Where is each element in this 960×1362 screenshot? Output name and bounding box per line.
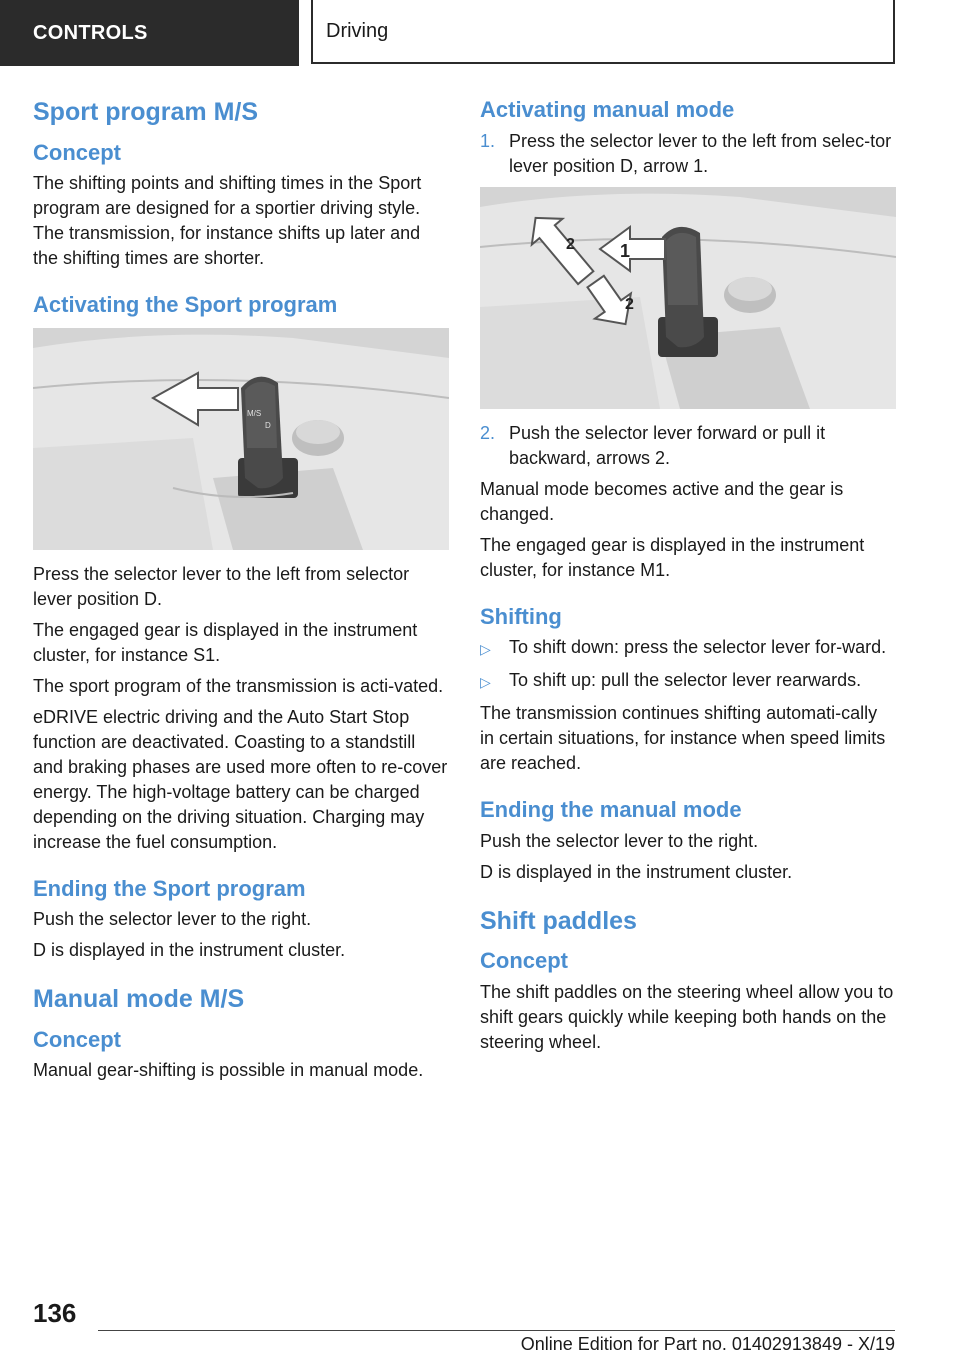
paragraph: eDRIVE electric driving and the Auto Start Stop function are deactivated. Coasting to a standstill and braking phases are used more often to re-cover energy. The high-voltage battery can be charged depending on the driving situation. Charging may increase the fuel consumption. [33, 706, 448, 852]
chapter-title: Driving [311, 0, 895, 64]
paragraph: Push the selector lever to the right. [480, 830, 759, 851]
heading-ending-sport: Ending the Sport program [33, 875, 306, 901]
paragraph: Push the selector lever to the right. [33, 909, 312, 930]
paragraph: The shifting points and shifting times in the Sport program are designed for a sportier driving style. The transmission, for instance shifts up later and the shifting times are shorter. [33, 173, 422, 269]
heading-activating-manual: Activating manual mode [480, 97, 735, 122]
page-number: 136 [33, 1298, 77, 1328]
section-tab: CONTROLS [0, 0, 299, 66]
paragraph: The sport program of the transmission is acti-vated. [33, 675, 444, 696]
lever-label-d: D [265, 420, 271, 430]
step-item [480, 421, 895, 471]
heading-concept: Concept [33, 1026, 121, 1052]
step-number: 2. [480, 422, 496, 443]
arrow-label-2: 2 [625, 295, 634, 313]
paragraph: Manual gear-shifting is possible in manual mode. [33, 1060, 424, 1081]
step-text: Push the selector lever forward or pull it backward, arrows 2. [509, 422, 826, 468]
heading-concept: Concept [33, 139, 121, 165]
paragraph: Manual mode becomes active and the gear is changed. [480, 478, 844, 524]
paragraph: D is displayed in the instrument cluster. [480, 861, 793, 882]
selector-lever-figure-manual [480, 187, 896, 409]
step-item [480, 129, 895, 179]
right-column [480, 96, 895, 1061]
heading-shifting: Shifting [480, 603, 562, 629]
paragraph: Press the selector lever to the left from selector lever position D. [33, 563, 410, 609]
list-item [480, 635, 895, 662]
selector-lever-figure-sport [33, 328, 449, 550]
paragraph: The transmission continues shifting automati-cally in certain situations, for instance when speed limits are reached. [480, 703, 886, 774]
paragraph: The engaged gear is displayed in the instrument cluster, for instance S1. [33, 619, 418, 665]
footer-edition: Online Edition for Part no. 01402913849 - X/19 [520, 1334, 895, 1354]
step-number: 1. [480, 130, 496, 151]
triangle-bullet-icon: ▷ [480, 674, 491, 691]
heading-ending-manual: Ending the manual mode [480, 797, 742, 823]
left-column [33, 96, 449, 1089]
triangle-bullet-icon: ▷ [480, 641, 491, 658]
footer-divider [98, 1330, 895, 1331]
heading-manual-mode: Manual mode M/S [33, 985, 245, 1014]
heading-concept: Concept [480, 948, 568, 974]
paragraph: The engaged gear is displayed in the instrument cluster, for instance M1. [480, 534, 865, 580]
list-item [480, 668, 895, 695]
heading-sport-program: Sport program M/S [33, 98, 259, 126]
heading-activating-sport: Activating the Sport program [33, 292, 338, 318]
paragraph: D is displayed in the instrument cluster. [33, 940, 346, 961]
arrow-label-2: 2 [566, 235, 575, 253]
list-item-text: To shift up: pull the selector lever rearwards. [509, 670, 862, 691]
step-text: Press the selector lever to the left from selec-tor lever position D, arrow 1. [509, 130, 892, 176]
lever-label-ms: M/S [247, 408, 262, 418]
paragraph: The shift paddles on the steering wheel allow you to shift gears quickly while keeping both hands on the steering wheel. [480, 981, 894, 1052]
arrow-label-1: 1 [620, 240, 631, 261]
page-header [0, 0, 960, 66]
heading-shift-paddles: Shift paddles [480, 906, 637, 935]
list-item-text: To shift down: press the selector lever for-ward. [509, 637, 887, 658]
